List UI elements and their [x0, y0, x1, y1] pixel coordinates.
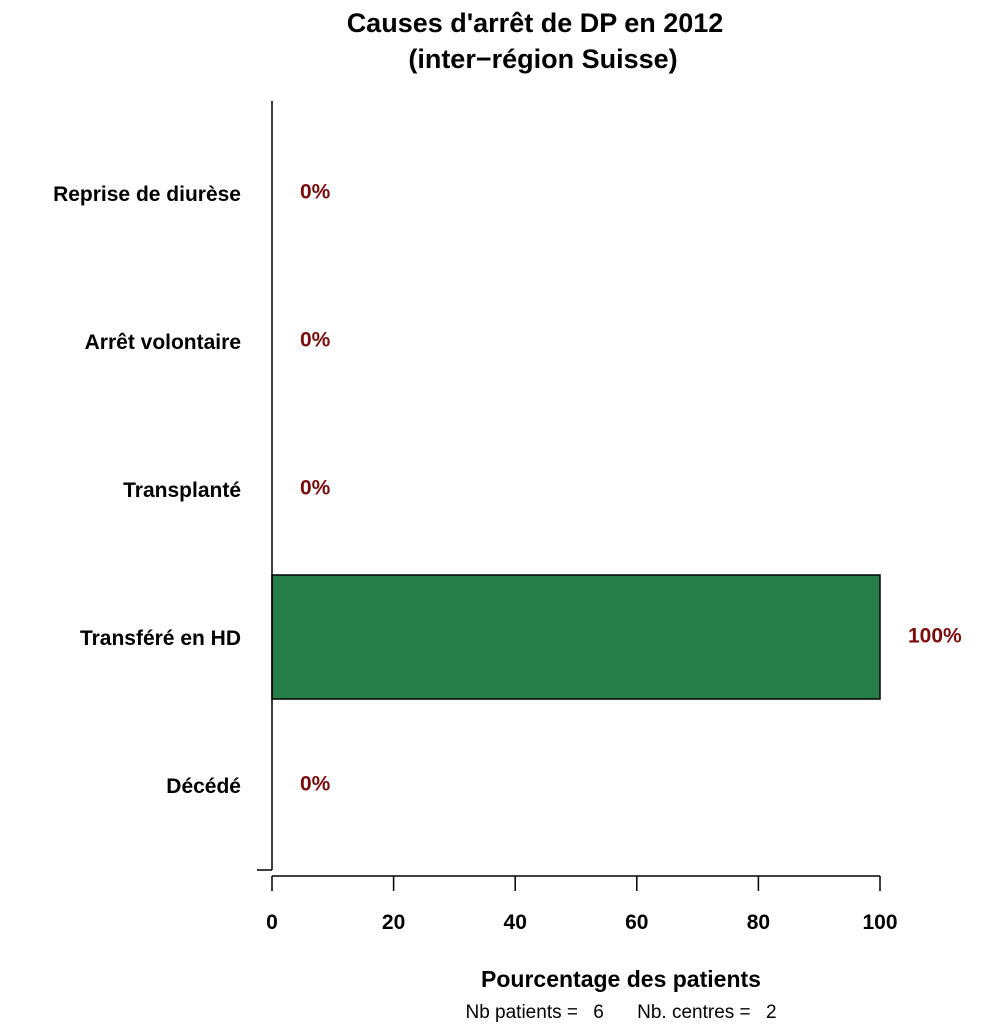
category-label-arret-volontaire: Arrêt volontaire	[84, 331, 241, 354]
x-tick-label-0: 0	[266, 911, 278, 934]
category-labels-group	[53, 183, 241, 798]
x-tick-label-40: 40	[503, 911, 527, 934]
x-tick-label-60: 60	[625, 911, 649, 934]
category-label-transfere-en-hd: Transféré en HD	[79, 627, 241, 650]
category-label-reprise-de-diurese: Reprise de diurèse	[53, 183, 241, 206]
chart-title-line-1: Causes d'arrêt de DP en 2012	[346, 8, 724, 38]
category-label-transplante: Transplanté	[123, 479, 241, 502]
value-label-transplante: 0%	[300, 476, 331, 500]
value-labels-group	[300, 181, 962, 796]
footnote-centres-value: 2	[765, 1002, 777, 1023]
x-tick-label-80: 80	[746, 911, 771, 934]
bar-transfere-en-hd	[272, 575, 880, 699]
x-axis-title: Pourcentage des patients	[481, 966, 761, 992]
footnote-patients-value: 6	[593, 1002, 604, 1023]
value-label-reprise-de-diurese: 0%	[300, 180, 331, 204]
footnote-patients-label: Nb patients =	[465, 1002, 578, 1023]
value-label-decede: 0%	[300, 772, 331, 796]
value-label-arret-volontaire: 0%	[300, 328, 331, 352]
footnote-centres-label: Nb. centres =	[637, 1002, 751, 1023]
value-label-transfere-en-hd: 100%	[908, 624, 962, 648]
bars-group	[272, 575, 880, 699]
x-tick-label-20: 20	[381, 911, 406, 934]
category-label-decede: Décédé	[166, 775, 241, 798]
x-ticks-group	[266, 876, 897, 934]
footnote	[465, 1002, 776, 1023]
chart-title-line-2: (inter−région Suisse)	[408, 44, 678, 74]
x-tick-label-100: 100	[862, 911, 898, 934]
